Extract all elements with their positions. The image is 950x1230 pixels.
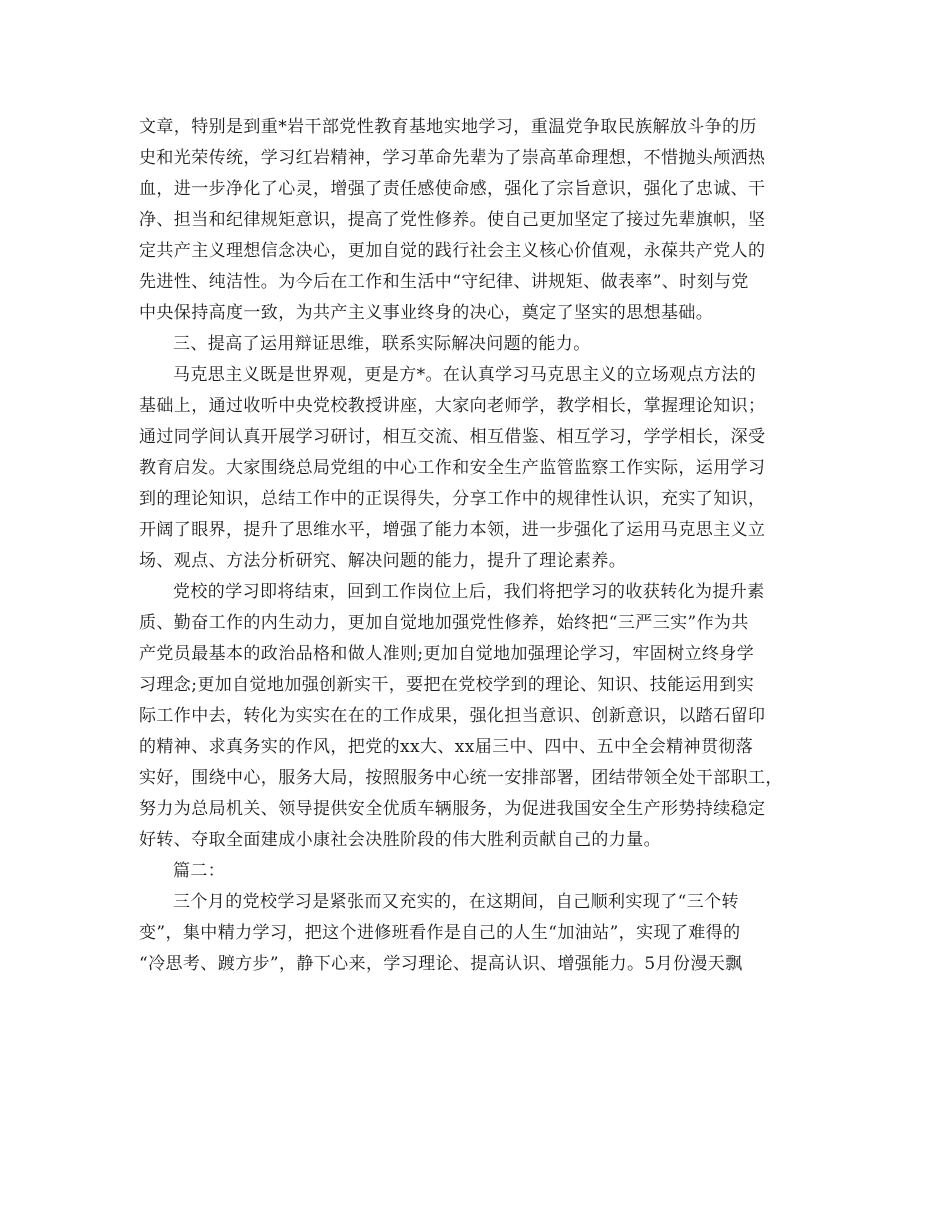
- text-line: 血，进一步净化了心灵，增强了责任感使命感，强化了宗旨意识，强化了忠诚、干: [139, 179, 766, 199]
- text-line: 产党员最基本的政治品格和做人准则;更加自觉地加强理论学习，牢固树立终身学: [139, 644, 755, 664]
- text-line: 先进性、纯洁性。为今后在工作和生活中“守纪律、讲规矩、做表率”、时刻与党: [139, 272, 749, 292]
- text-line: 文章，特别是到重*岩干部党性教育基地实地学习，重温党争取民族解放斗争的历: [139, 117, 757, 137]
- text-line: 开阔了眼界，提升了思维水平，增强了能力本领，进一步强化了运用马克思主义立: [139, 520, 766, 540]
- text-line: 的精神、求真务实的作风，把党的xx大、xx届三中、四中、五中全会精神贯彻落: [139, 737, 754, 757]
- paragraph-first-line: 篇二：: [173, 861, 226, 881]
- text-line: 基础上，通过收听中央党校教授讲座，大家向老师学，教学相长，掌握理论知识；: [139, 396, 766, 416]
- text-line: 努力为总局机关、领导提供安全优质车辆服务，为促进我国安全生产形势持续稳定: [139, 799, 766, 819]
- text-line: 教育启发。大家围绕总局党组的中心工作和安全生产监管监察工作实际，运用学习: [139, 458, 766, 478]
- text-line: 通过同学间认真开展学习研讨，相互交流、相互借鉴、相互学习，学学相长，深受: [139, 427, 766, 447]
- text-line: 实好，围绕中心，服务大局，按照服务中心统一安排部署，团结带领全处干部职工，: [139, 768, 783, 788]
- text-line: 到的理论知识，总结工作中的正误得失，分享工作中的规律性认识，充实了知识，: [139, 489, 766, 509]
- paragraph-first-line: 马克思主义既是世界观，更是方*。在认真学习马克思主义的立场观点方法的: [173, 365, 757, 385]
- text-line: 净、担当和纪律规矩意识，提高了党性修养。使自己更加坚定了接过先辈旗帜，坚: [139, 210, 766, 230]
- paragraph-first-line: 三个月的党校学习是紧张而又充实的，在这期间，自己顺利实现了“三个转: [173, 892, 739, 912]
- text-line: “冷思考、踱方步”，静下心来，学习理论、提高认识、增强能力。5月份漫天飘: [139, 954, 743, 974]
- document-body: [139, 112, 819, 980]
- text-line: 好转、夺取全面建成小康社会决胜阶段的伟大胜利贡献自己的力量。: [139, 830, 661, 850]
- text-line: 质、勤奋工作的内生动力，更加自觉地加强党性修养，始终把“三严三实”作为共: [139, 613, 749, 633]
- text-line: 际工作中去，转化为实实在在的工作成果，强化担当意识、创新意识，以踏石留印: [139, 706, 766, 726]
- text-line: 定共产主义理想信念决心，更加自觉的践行社会主义核心价值观，永葆共产党人的: [139, 241, 766, 261]
- text-line: 史和光荣传统，学习红岩精神，学习革命先辈为了崇高革命理想，不惜抛头颅洒热: [139, 148, 766, 168]
- text-line: 习理念;更加自觉地加强创新实干，要把在党校学到的理论、知识、技能运用到实: [139, 675, 755, 695]
- text-line: 场、观点、方法分析研究、解决问题的能力，提升了理论素养。: [139, 551, 627, 571]
- paragraph-first-line: 三、提高了运用辩证思维，联系实际解决问题的能力。: [173, 334, 591, 354]
- text-line: 中央保持高度一致，为共产主义事业终身的决心，奠定了坚实的思想基础。: [139, 303, 714, 323]
- text-line: 变”，集中精力学习，把这个进修班看作是自己的人生“加油站”，实现了难得的: [139, 923, 741, 943]
- paragraph-first-line: 党校的学习即将结束，回到工作岗位上后，我们将把学习的收获转化为提升素: [173, 582, 765, 602]
